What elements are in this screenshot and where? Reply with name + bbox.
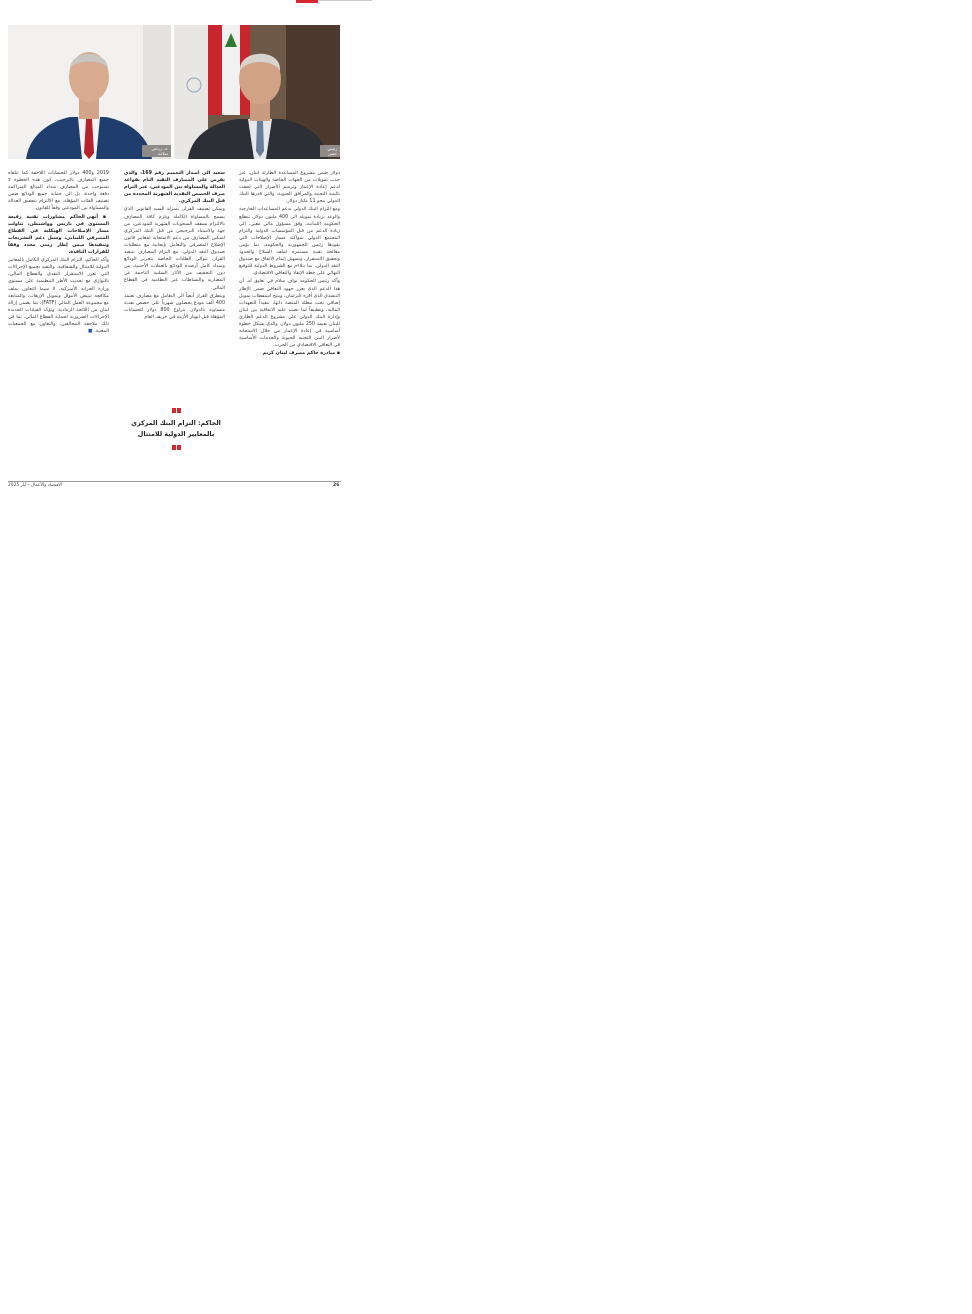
paragraph: ويمكن تصنيف القرار، بمنزلة السند القانوني الذي يسمح بالمساواة الكاملة ويلزم كافة المصارف بالالتزام بسقف السحوبات الشهرية للمودعين، من جهة والاستناد الترجيحي من قبل البنك المركزي لتمكين المصارف من دعم الاستجابة لمعايير قانون الإصلاح المصرفي والتعامل بإيجابية مع متطلبات صندوق النقد الدولي. مع التزام المصارف بتنفيذ القرار، تتوالى الطلبات الخاصة بتحرير الودائع وسداد كامل أرصدة الودائع بالعملات الأجنبية، من دون التخفيف من الآثار السلبية الناجمة عن المضاربة والنشاطات غير النظامية في القطاع المالي. (124, 207, 225, 291)
article-column-3 (8, 170, 109, 336)
footer-magazine-name: الاقتصاد والأعمال - أيار 2025 (8, 483, 63, 488)
top-rule (318, 0, 372, 1)
subheading: ▪ مبادرة حاكم مصرف لبنان كريم (262, 351, 340, 357)
photo-governor (8, 25, 171, 159)
page-number: 26 (333, 483, 340, 488)
paragraph-text: وأكد الحاكم، التزام البنك المركزي الكامل بالمعايير الدولية للامتثال والشفافية، والتقيد بجميع الإجراءات التي تعزز الاستقرار النقدي والقطاع المالي، بالتوازي مع تحديث الأطر التنظيمية على مستوى وزارة الخزانة الأميركية، لا سيما التعاون بملف مكافحة تبييض الأموال وتمويل الإرهاب، والمتابعة مع مجموعة العمل المالي (FATF)، بما يضمن إزالة لبنان من اللائحة الرمادية. وتؤكد القيادات الجديدة الإجراءات الضرورية لحماية القطاع المالي، بما في ذلك ملاحقة المخالفين، والتعاون مع الجمعيات المعنية. (8, 258, 110, 335)
portrait-illustration (8, 25, 171, 159)
footer-rule (8, 481, 341, 482)
article-column-2 (124, 170, 225, 322)
end-mark: ■ (88, 329, 93, 335)
article-column-1 (239, 170, 340, 358)
lead-paragraph: سعيد الى اصدار التعميم رقم 169، والذي يفرض على المصارف التقيد التام بقواعد العدالة والمساواة بين المودعين، عبر التزام صرف الحصص النقدية الشهرية المحددة من قبل البنك المركزي. (124, 171, 225, 205)
quote-mark-top (128, 408, 224, 413)
portrait-illustration (174, 25, 340, 159)
photo-caption: رئيس. حسن (320, 145, 340, 157)
subheading-text: مبادرة حاكم مصرف لبنان كريم (262, 351, 336, 357)
photo-minister (174, 25, 340, 159)
quote-square (172, 445, 176, 450)
paragraph: ويتطرق القرار أيضاً الى التعامل مع مصارف تعتمد 400 ألف مودع يحصلون شهرياً على حصص نقدية متساوية بالدولار، يتراوح 800 دولار للحسابات المؤهلة قبل انهيار الأزمة في خريف العام (124, 293, 225, 320)
quote-square (177, 408, 181, 413)
top-accent-bar (296, 0, 318, 3)
paragraph: ومع التزام البنك الدولي بدعم المساعدات الخارجية والوعد بزيادة تمويله الى 400 مليون دولار، تتطلع الحكومة اللبنانية، وفق مسؤول مالي معني، الى زيادة الدعم من قبل المؤسسات الدولية والتزام المجتمع الدولي بمواكبة مسار الإصلاحات التي يقودها رئيس الجمهورية والحكومة، بما يؤمن معالجة تقنية مستمرة لملف السلاح والحدود وتحقيق الاستقرار، وتسهيل إتمام الاتفاق مع صندوق النقد الدولي، بما يتلاءم مع الشروط الدولية للتوقيع النهائي على خطة الإنقاذ والتعافي الاقتصادي. (239, 207, 340, 277)
quote-square (177, 445, 181, 450)
paragraph: دولار ضمن مشروع المساعدة الطارئة لبنان، عبر جذب تمويلات من الجهات الخاصة والهيئات الدولية لدعم إعادة الإعمار وترميم الأضرار التي لحقت بالبنية التحتية والمرافق الحيوية، والتي قدرها البنك الدولي بنحو 11 مليار دولار. (239, 171, 340, 205)
paragraph: 2019 و400 دولار للحسابات اللاحقة كما تتلقاه جميع المصارف بالترحيب، كون هذه الخطوة لا تستوجب من المصارف سداد المبالغ المتراكمة دفعة واحدة، بل الى حماية جميع الودائع ضمن تصنيف الفئات المؤهلة، مع الالتزام بتحقيق العدالة والمساواة بين المودعين وفقاً للقانون. (8, 171, 109, 212)
photo-caption: خـ. ريـاض سلامه (142, 145, 171, 157)
bullet-text: أنهى الحاكم مشاورات تقنية رفيعة المستوى في باريس وواشنطن، تناولت مسار الإصلاحات الهيكلية في القطاع المصرفي اللبناني، وسبل دعم التشريعات وتنفيذها ضمن إطار زمني محدد وفقاً للقرارات النافذة. (8, 214, 109, 256)
pull-quote (128, 408, 224, 450)
paragraph (8, 257, 109, 335)
bullet-paragraph: ▪ أنهى الحاكم مشاورات تقنية رفيعة المستوى في باريس وواشنطن، تناولت مسار الإصلاحات الهيكلية في القطاع المصرفي اللبناني، وسبل دعم التشريعات وتنفيذها ضمن إطار زمني محدد وفقاً للقرارات النافذة. (8, 214, 109, 256)
quote-mark-bottom (128, 445, 224, 450)
quote-square (172, 408, 176, 413)
paragraph: وأكد رئيس الحكومة نواف سلام في تعليق له، أن هذا الدعم الذي يعزز جهود التعافي ضمن الإطار التنفيذي الذي أقره البرلمان، ويتيح استقطاب تمويل إضافي تحت مظلة المنصة ذاتها، تنفيذاً للتعهدات المالية، وتطبيقاً لما نصت عليه الاتفاقية بين لبنان وإدارة البنك الدولي على مشروع الدعم الطارئ للبنان بقيمة 250 مليون دولار، والذي يشكل خطوة أساسية في إعادة الإعمار من خلال الاستجابة لأضرار البنى التحتية الحيوية والخدمات الأساسية في التعافي الاقتصادي من الحرب. (239, 279, 340, 349)
pull-quote-text: الحاكم: التزام البنك المركزي بالمعايير الدولية للامتثال (131, 419, 221, 438)
